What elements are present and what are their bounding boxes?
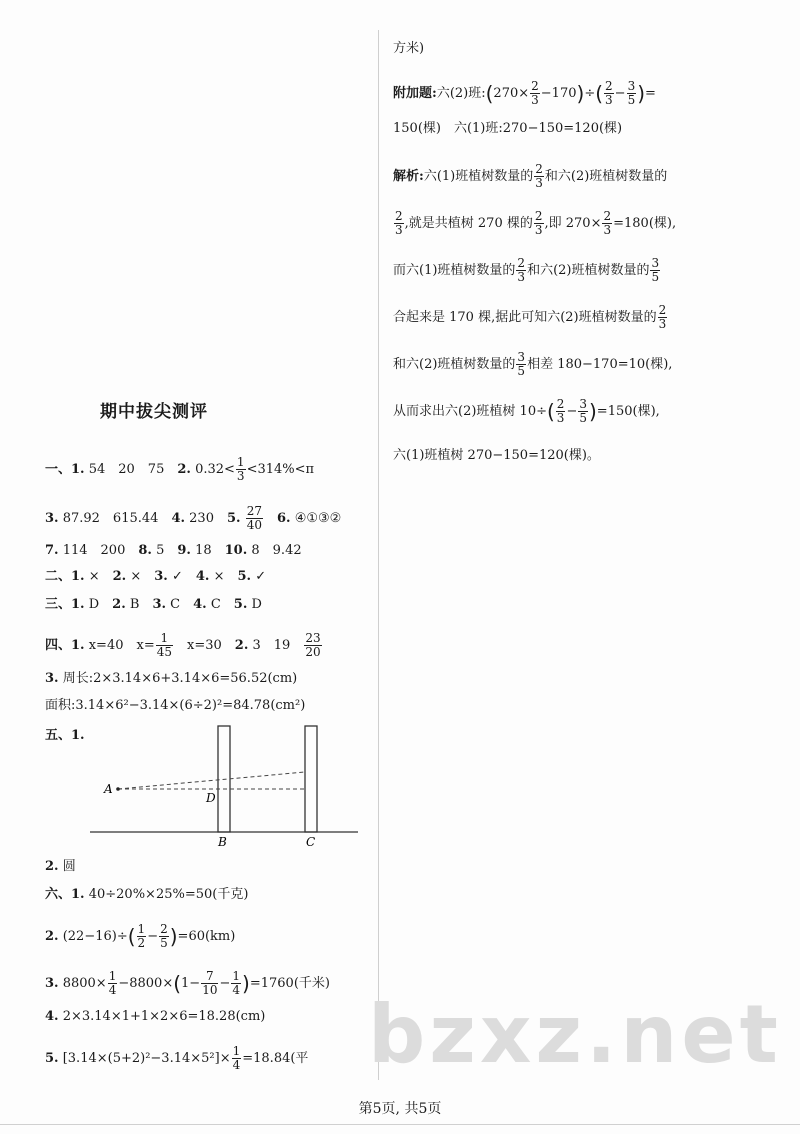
label-d: D [206, 791, 216, 805]
fraction: $\frac{2}{5}$ [160, 922, 168, 950]
analysis-line-6: 从而求出六(2)班植树 10÷( $\frac{2}{3}$ − $\frac{3}{5}$ )=150(棵), [393, 397, 660, 425]
part6-line-1: 六、1. 40÷20%×25%=50(千克) [45, 887, 249, 902]
label-c: C [306, 835, 316, 849]
fraction: $\frac{2}{3}$ [603, 209, 612, 237]
footer-divider [0, 1124, 800, 1125]
fraction: $\frac{2}{3}$ [534, 209, 543, 237]
part2-line: 二、1. × 2. × 3. ✓ 4. × 5. ✓ [45, 569, 267, 584]
fraction: $\frac{2}{3}$ [658, 303, 667, 331]
sight-line-top [118, 772, 305, 789]
part5-line-2: 2. 圆 [45, 859, 76, 874]
label-a: A [104, 782, 113, 796]
column-divider [378, 30, 379, 1080]
fraction: $\frac{2}{3}$ [517, 256, 526, 284]
fraction: $\frac{3}{5}$ [517, 350, 526, 378]
fraction: $\frac{2}{3}$ [531, 79, 539, 107]
part3-line: 三、1. D 2. B 3. C 4. C 5. D [45, 597, 262, 612]
page-footer: 第5页, 共5页 [358, 1101, 442, 1117]
part1-line-3: 7. 114 200 8. 5 9. 18 10. 8 9.42 [45, 543, 302, 558]
section-title: 期中拔尖测评 [100, 402, 208, 422]
fraction: $\frac{1}{45}$ [156, 631, 172, 659]
part1-line-2: 3. 87.92 615.44 4. 230 5. $\frac{27}{40}$ 6. ④①③② [45, 504, 342, 532]
part1-line-1: 一、1. 54 20 75 2. 0.32< $\frac{1}{3}$ <314%<π [45, 455, 315, 483]
point-a [116, 787, 120, 791]
analysis-line-4: 合起来是 170 棵,据此可知六(2)班植树数量的 $\frac{2}{3}$ [393, 303, 667, 331]
fraction: $\frac{27}{40}$ [246, 504, 262, 532]
analysis-line-3: 而六(1)班植树数量的 $\frac{2}{3}$ 和六(2)班植树数量的 $\frac{3}{5}$ [393, 256, 660, 284]
fraction: $\frac{2}{3}$ [556, 397, 565, 425]
fraction: $\frac{1}{2}$ [137, 922, 146, 950]
right-line-0: 方米) [393, 41, 425, 56]
fraction: $\frac{1}{3}$ [236, 455, 245, 483]
analysis-line-5: 和六(2)班植树数量的 $\frac{3}{5}$ 相差 180−170=10(棵), [393, 350, 673, 378]
right-line-2: 150(棵) 六(1)班:270−150=120(棵) [393, 121, 623, 136]
analysis-line-7: 六(1)班植树 270−150=120(棵)。 [393, 448, 600, 463]
fraction: $\frac{23}{20}$ [305, 631, 321, 659]
fraction: $\frac{7}{10}$ [202, 969, 218, 997]
part5-label: 五、1. [45, 728, 85, 743]
part6-line-3: 3. 8800× $\frac{1}{4}$ −8800×(1− $\frac{7}{10}$ − $\frac{1}{4}$ )=1760(千米) [45, 969, 330, 997]
analysis-line-2: $\frac{2}{3}$ ,就是共植树 270 棵的 $\frac{2}{3}$ ,即 270× $\frac{2}{3}$ =180(棵), [395, 209, 677, 237]
part4-line-1: 四、1. x=40 x= $\frac{1}{45}$ x=30 2. 3 19 $\frac{23}{20}$ [45, 631, 321, 659]
fraction: $\frac{1}{4}$ [108, 969, 117, 997]
part6-line-4: 4. 2×3.14×1+1×2×6=18.28(cm) [45, 1009, 266, 1024]
pole-c [305, 726, 317, 832]
geometry-figure [90, 722, 360, 850]
part4-line-3: 面积:3.14×6²−3.14×(6÷2)²=84.78(cm²) [45, 698, 306, 713]
fraction: $\frac{1}{4}$ [232, 969, 241, 997]
part6-line-2: 2. (22−16)÷( $\frac{1}{2}$ − $\frac{2}{5}$ )=60(km) [45, 922, 236, 950]
label-b: B [218, 835, 227, 849]
part6-line-5: 5. [3.14×(5+2)²−3.14×5²]× $\frac{1}{4}$ =18.84(平 [45, 1044, 309, 1072]
fraction: $\frac{2}{3}$ [535, 162, 543, 190]
part4-line-2: 3. 周长:2×3.14×6+3.14×6=56.52(cm) [45, 671, 298, 686]
fraction: $\frac{2}{3}$ [395, 209, 403, 237]
extra-question: 附加题:六(2)班:(270× $\frac{2}{3}$ −170)÷( $\frac{2}{3}$ − $\frac{3}{5}$ )= [393, 79, 656, 107]
fraction: $\frac{3}{5}$ [627, 79, 636, 107]
fraction: $\frac{2}{3}$ [605, 79, 613, 107]
fraction: $\frac{3}{5}$ [651, 256, 660, 284]
watermark: bzxz.net [368, 988, 782, 1081]
fraction: $\frac{1}{4}$ [232, 1044, 241, 1072]
analysis-line-1: 解析:六(1)班植树数量的 $\frac{2}{3}$ 和六(2)班植树数量的 [393, 162, 668, 190]
fraction: $\frac{3}{5}$ [579, 397, 587, 425]
